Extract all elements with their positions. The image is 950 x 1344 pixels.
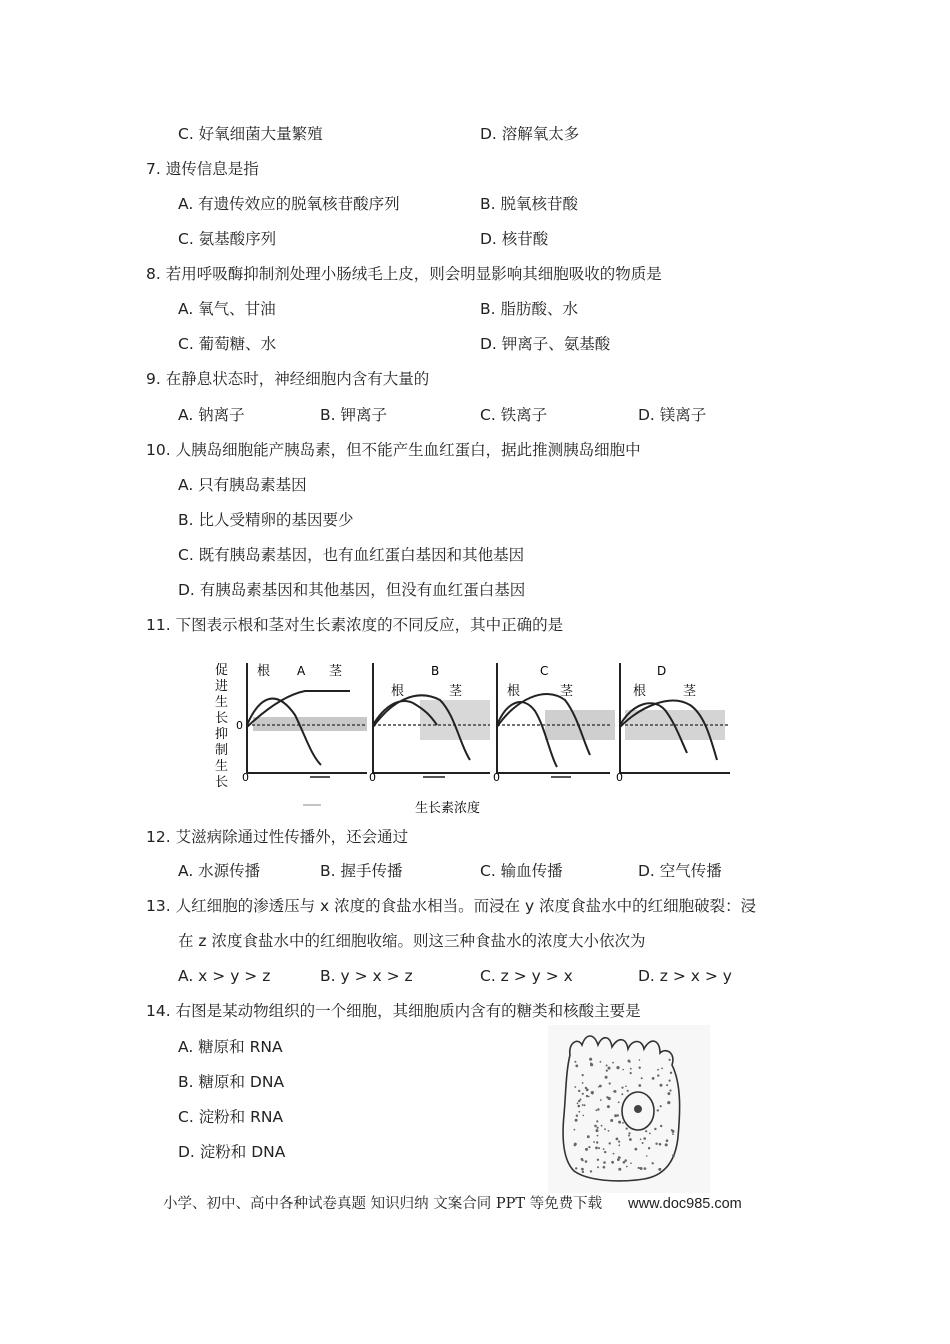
panel-origin: 0 bbox=[369, 771, 376, 784]
q7-option-a: A. 有遗传效应的脱氧核苷酸序列 bbox=[178, 195, 400, 213]
panel-d-letter: D bbox=[657, 664, 667, 678]
q7-stem: 7. 遗传信息是指 bbox=[146, 160, 259, 178]
q10-option-a: A. 只有胰岛素基因 bbox=[178, 476, 307, 494]
panel-origin: 0 bbox=[236, 719, 243, 732]
q8-stem: 8. 若用呼吸酶抑制剂处理小肠绒毛上皮，则会明显影响其细胞吸收的物质是 bbox=[146, 265, 662, 283]
q9-option-c: C. 铁离子 bbox=[480, 406, 548, 424]
q11-xlabel: 生长素浓度 bbox=[415, 801, 481, 816]
q11-stem: 11. 下图表示根和茎对生长素浓度的不同反应，其中正确的是 bbox=[146, 616, 564, 634]
q10-stem: 10. 人胰岛细胞能产胰岛素，但不能产生血红蛋白，据此推测胰岛细胞中 bbox=[146, 441, 641, 459]
panel-c-stem: 茎 bbox=[560, 684, 574, 699]
yaxis-char: 长 bbox=[215, 711, 229, 726]
panel-b-letter: B bbox=[431, 664, 440, 678]
q13-option-d: D. z > x > y bbox=[638, 967, 732, 985]
q6-option-d: D. 溶解氧太多 bbox=[480, 125, 580, 143]
yaxis-char: 生 bbox=[215, 695, 229, 710]
panel-c bbox=[493, 663, 615, 784]
q14-option-b: B. 糖原和 DNA bbox=[178, 1073, 285, 1091]
q10-option-b: B. 比人受精卵的基因要少 bbox=[178, 511, 354, 529]
q7-option-b: B. 脱氧核苷酸 bbox=[480, 195, 578, 213]
q8-option-d: D. 钾离子、氨基酸 bbox=[480, 335, 611, 353]
q14-option-a: A. 糖原和 RNA bbox=[178, 1038, 283, 1056]
panel-a-stem: 茎 bbox=[329, 664, 343, 679]
q13-option-a: A. x > y > z bbox=[178, 967, 271, 985]
panel-b-root: 根 bbox=[391, 684, 405, 699]
q14-option-c: C. 淀粉和 RNA bbox=[178, 1108, 284, 1126]
yaxis-char: 长 bbox=[215, 775, 229, 790]
q12-option-d: D. 空气传播 bbox=[638, 862, 722, 880]
panel-c-letter: C bbox=[540, 664, 549, 678]
page-footer bbox=[163, 1192, 742, 1213]
cell-figure bbox=[548, 1025, 710, 1193]
q14-stem: 14. 右图是某动物组织的一个细胞，其细胞质内含有的糖类和核酸主要是 bbox=[146, 1002, 641, 1020]
q9-option-a: A. 钠离子 bbox=[178, 406, 245, 424]
q7-option-d: D. 核苷酸 bbox=[480, 230, 549, 248]
q9-option-b: B. 钾离子 bbox=[320, 406, 387, 424]
yaxis-char: 促 bbox=[215, 663, 229, 678]
panel-d-stem: 茎 bbox=[683, 684, 697, 699]
q13-stem-line1: 13. 人红细胞的渗透压与 x 浓度的食盐水相当。而浸在 y 浓度食盐水中的红细胞破裂：浸 bbox=[146, 897, 757, 915]
q10-option-c: C. 既有胰岛素基因，也有血红蛋白基因和其他基因 bbox=[178, 546, 525, 564]
q13-option-c: C. z > y > x bbox=[480, 967, 573, 985]
q12-stem: 12. 艾滋病除通过性传播外，还会通过 bbox=[146, 828, 409, 846]
cell-figure-svg bbox=[548, 1025, 710, 1193]
yaxis-char: 抑 bbox=[215, 727, 229, 742]
panel-a-letter: A bbox=[297, 664, 306, 678]
q8-option-a: A. 氧气、甘油 bbox=[178, 300, 276, 318]
panel-c-root: 根 bbox=[507, 684, 521, 699]
q6-option-c: C. 好氧细菌大量繁殖 bbox=[178, 125, 323, 143]
q8-option-b: B. 脂肪酸、水 bbox=[480, 300, 578, 318]
q10-option-d: D. 有胰岛素基因和其他基因，但没有血红蛋白基因 bbox=[178, 581, 526, 599]
yaxis-char: 生 bbox=[215, 759, 229, 774]
q12-option-c: C. 输血传播 bbox=[480, 862, 563, 880]
q13-option-b: B. y > x > z bbox=[320, 967, 413, 985]
panel-origin: 0 bbox=[493, 771, 500, 784]
panel-b-stem: 茎 bbox=[449, 684, 463, 699]
yaxis-char: 制 bbox=[215, 743, 229, 758]
q11-figure-svg bbox=[205, 655, 735, 820]
q13-stem-line2: 在 z 浓度食盐水中的红细胞收缩。则这三种食盐水的浓度大小依次为 bbox=[178, 932, 646, 950]
yaxis-char: 进 bbox=[215, 679, 229, 694]
panel-b bbox=[369, 663, 490, 784]
q12-option-b: B. 握手传播 bbox=[320, 862, 403, 880]
q7-option-c: C. 氨基酸序列 bbox=[178, 230, 277, 248]
q14-option-d: D. 淀粉和 DNA bbox=[178, 1143, 286, 1161]
q11-figure bbox=[205, 655, 735, 820]
panel-origin: 0 bbox=[616, 771, 623, 784]
panel-d bbox=[616, 663, 730, 784]
panel-a bbox=[236, 663, 367, 784]
q12-option-a: A. 水源传播 bbox=[178, 862, 261, 880]
footer-url[interactable]: www.doc985.com bbox=[628, 1196, 742, 1212]
panel-a-root: 根 bbox=[257, 664, 271, 679]
panel-origin: 0 bbox=[242, 771, 249, 784]
q8-option-c: C. 葡萄糖、水 bbox=[178, 335, 277, 353]
panel-d-root: 根 bbox=[633, 684, 647, 699]
footer-text: 小学、初中、高中各种试卷真题 知识归纳 文案合同 PPT 等免费下载 bbox=[163, 1196, 603, 1212]
q9-option-d: D. 镁离子 bbox=[638, 406, 707, 424]
q9-stem: 9. 在静息状态时，神经细胞内含有大量的 bbox=[146, 370, 430, 388]
